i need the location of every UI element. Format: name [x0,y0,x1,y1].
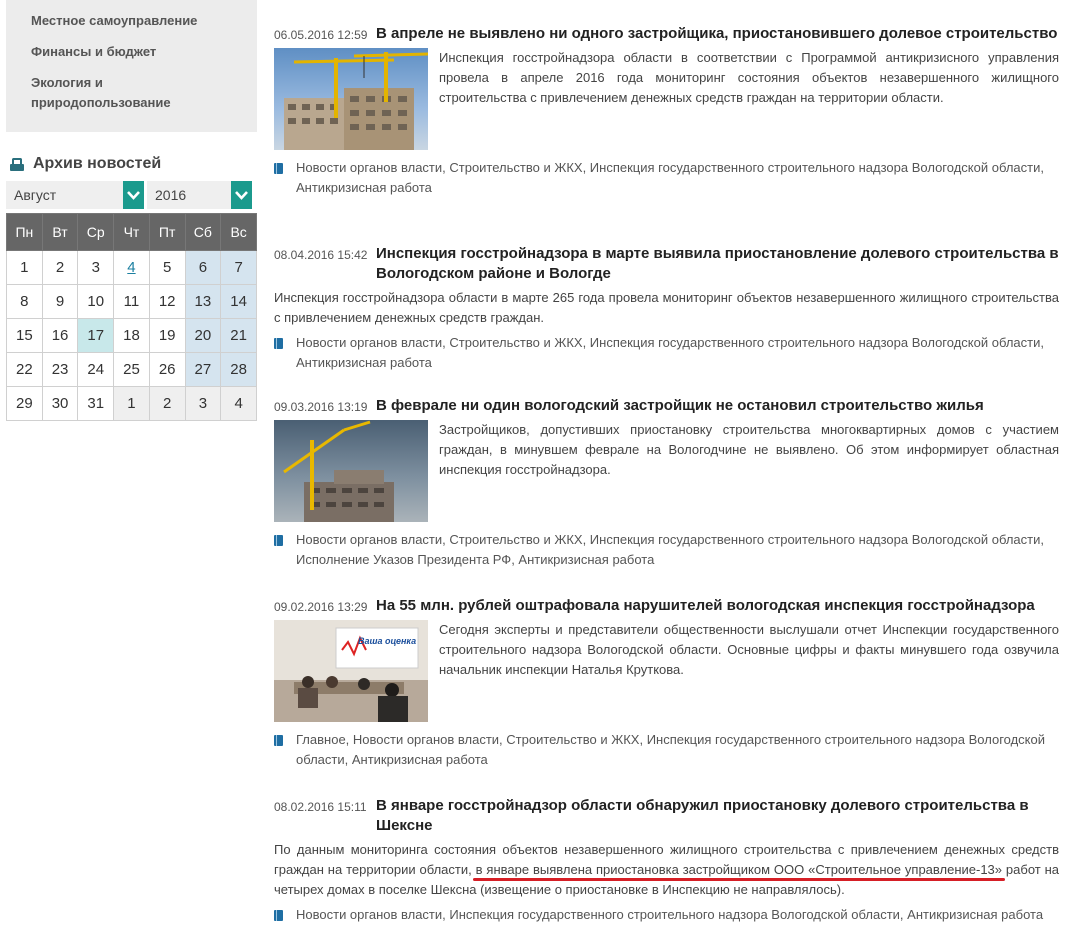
news-summary: Инспекция госстройнадзора области в марте 265 года провела мониторинг объектов незавершенного жилищного строительства с привлечением денежных средств граждан. [274,290,1059,325]
news-summary: Застройщиков, допустивших приостановку строительства многоквартирных домов с участием граждан, в минувшем феврале на Вологодчине не выявлено. Об этом информирует областная инспекция госстройнадзора. [439,422,1059,477]
calendar-day[interactable]: 30 [42,387,78,421]
news-tags[interactable]: Главное, Новости органов власти, Строительство и ЖКХ, Инспекция государственного строительного надзора Вологодской области, Антикризисная работа [296,732,1046,767]
weekday-mon: Пн [7,214,43,251]
news-date: 08.02.2016 15:11 [274,800,367,814]
calendar-day-weekend[interactable]: 27 [185,353,221,387]
news-item [274,796,1059,925]
calendar [6,213,257,421]
calendar-day[interactable]: 18 [114,319,150,353]
news-date: 09.02.2016 13:29 [274,600,368,614]
book-icon [274,338,283,349]
news-summary [274,840,1059,900]
news-summary: Сегодня эксперты и представители общественности выслушали отчет Инспекции государственного строительного надзора Вологодской области. Основные цифры и факты минувшего года озвучила начальник инспекции Наталья Круткова. [439,622,1059,677]
weekday-thu: Чт [114,214,150,251]
news-title[interactable]: На 55 млн. рублей оштрафовала нарушителей вологодская инспекция госстройнадзора [376,597,1035,614]
weekday-fri: Пт [149,214,185,251]
calendar-day[interactable]: 3 [78,251,114,285]
menu-item-local-government[interactable]: Местное самоуправление [31,13,198,28]
calendar-day[interactable]: 22 [7,353,43,387]
construction-photo[interactable] [274,420,428,522]
meeting-photo[interactable] [274,620,428,722]
calendar-week [7,251,257,285]
news-item [274,24,1059,198]
news-title[interactable]: В феврале ни один вологодский застройщик не остановил строительство жилья [376,397,984,414]
calendar-week [7,353,257,387]
archive-selectors [6,181,257,209]
news-item [274,396,1059,570]
calendar-day-next-month[interactable]: 2 [149,387,185,421]
news-summary-part: работ на четырех домах в поселке Шексна (извещение о приостановке в Инспекцию не направлялось). [274,862,1060,897]
calendar-day[interactable]: 8 [7,285,43,319]
calendar-day[interactable]: 12 [149,285,185,319]
weekday-sat: Сб [185,214,221,251]
weekday-wed: Ср [78,214,114,251]
weekday-sun: Вс [221,214,257,251]
calendar-weekdays [7,214,257,251]
calendar-day[interactable]: 10 [78,285,114,319]
highlighted-text: в январе выявлена приостановка застройщиком ООО «Строительное управление-13» [475,862,1003,877]
calendar-day[interactable]: 11 [114,285,150,319]
news-item [274,596,1059,770]
calendar-day-weekend[interactable]: 7 [221,251,257,285]
news-date: 08.04.2016 15:42 [274,248,368,262]
news-date: 06.05.2016 12:59 [274,28,368,42]
news-item [274,244,1059,373]
section-menu [6,0,257,132]
news-tags[interactable]: Новости органов власти, Строительство и ЖКХ, Инспекция государственного строительного надзора Вологодской области, Антикризисная работа [296,335,1044,370]
calendar-day[interactable]: 26 [149,353,185,387]
calendar-day[interactable]: 19 [149,319,185,353]
construction-photo[interactable] [274,48,428,150]
calendar-day-weekend[interactable]: 6 [185,251,221,285]
book-icon [274,735,283,746]
calendar-day[interactable]: 2 [42,251,78,285]
news-tags[interactable]: Новости органов власти, Строительство и ЖКХ, Инспекция государственного строительного надзора Вологодской области, Антикризисная работа [296,160,1044,195]
calendar-day-next-month[interactable]: 1 [114,387,150,421]
book-icon [274,163,283,174]
news-summary: Инспекция госстройнадзора области в соответствии с Программой антикризисного управления провела в апреле 2016 года мониторинг состояния объектов незавершенного жилищного строительства с привлечением денежных средств граждан на территории области. [439,50,1059,105]
calendar-day-weekend[interactable]: 20 [185,319,221,353]
calendar-day[interactable]: 31 [78,387,114,421]
calendar-week [7,319,257,353]
book-icon [274,910,283,921]
chevron-down-icon[interactable] [231,181,252,209]
calendar-day-weekend[interactable]: 28 [221,353,257,387]
news-date: 09.03.2016 13:19 [274,400,368,414]
news-summary-part: По данным мониторинга состояния объектов незавершенного жилищного строительства с привлечением денежных средств граждан на территории области, [274,842,1059,877]
calendar-day[interactable]: 25 [114,353,150,387]
news-tags[interactable]: Новости органов власти, Инспекция государственного строительного надзора Вологодской области, Антикризисная работа [296,907,1044,922]
calendar-week [7,285,257,319]
calendar-day-weekend[interactable]: 14 [221,285,257,319]
month-select[interactable] [6,181,144,209]
calendar-day[interactable]: 29 [7,387,43,421]
news-title[interactable]: Инспекция госстройнадзора в марте выявила приостановление долевого строительства в Вологодском районе и Вологде [376,245,1059,282]
calendar-day[interactable]: 23 [42,353,78,387]
news-tags[interactable]: Новости органов власти, Строительство и ЖКХ, Инспекция государственного строительного надзора Вологодской области, Исполнение Указов Президента РФ, Антикризисная работа [296,532,1044,567]
menu-item-finance[interactable]: Финансы и бюджет [31,44,157,59]
calendar-day-next-month[interactable]: 4 [221,387,257,421]
weekday-tue: Вт [42,214,78,251]
calendar-day-link-text[interactable]: 4 [127,259,136,276]
calendar-day-weekend[interactable]: 21 [221,319,257,353]
calendar-day[interactable]: 1 [7,251,43,285]
sidebar [6,0,257,421]
calendar-day[interactable]: 24 [78,353,114,387]
calendar-day-link[interactable] [114,251,150,285]
year-select[interactable] [147,181,252,209]
news-title[interactable]: В январе госстройнадзор области обнаружил приостановку долевого строительства в Шексне [376,797,1029,834]
book-icon [274,535,283,546]
archive-heading [6,153,257,175]
calendar-day-today[interactable]: 17 [78,319,114,353]
calendar-day[interactable]: 5 [149,251,185,285]
calendar-day[interactable]: 15 [7,319,43,353]
banner-text: Ваша оценка [358,636,417,646]
chevron-down-icon[interactable] [123,181,144,209]
year-value: 2016 [155,187,187,203]
inbox-icon [10,157,24,171]
calendar-day[interactable]: 16 [42,319,78,353]
calendar-day-next-month[interactable]: 3 [185,387,221,421]
calendar-day-weekend[interactable]: 13 [185,285,221,319]
menu-item-ecology[interactable]: Экология и природопользование [31,75,171,110]
archive-title: Архив новостей [33,155,162,172]
news-title[interactable]: В апреле не выявлено ни одного застройщика, приостановившего долевое строительство [376,25,1058,42]
calendar-week [7,387,257,421]
calendar-day[interactable]: 9 [42,285,78,319]
month-value: Август [14,187,57,203]
